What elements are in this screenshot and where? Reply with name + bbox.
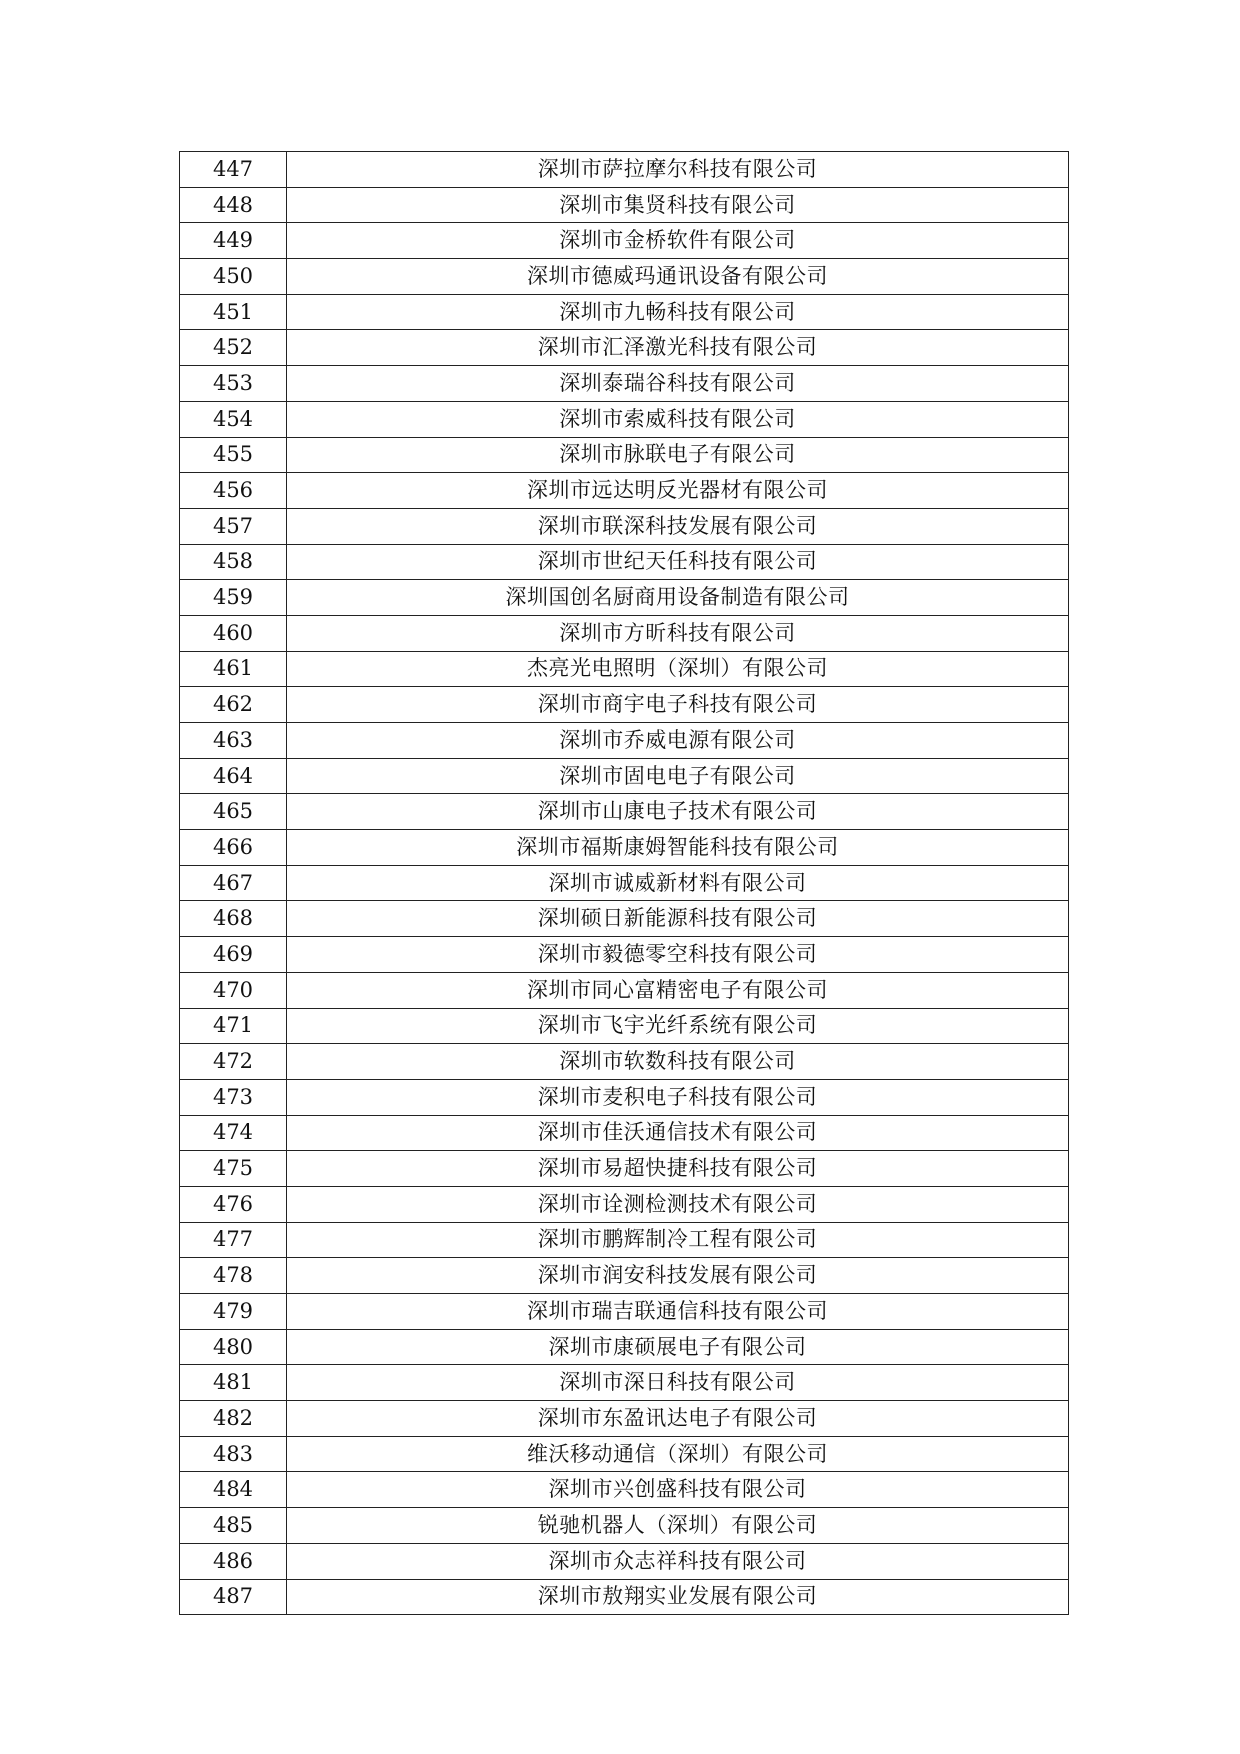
table-row: [180, 972, 1069, 1008]
company-name-cell: 深圳市诚威新材料有限公司: [287, 865, 1069, 901]
table-row: [180, 1472, 1069, 1508]
company-name-cell: 深圳市萨拉摩尔科技有限公司: [287, 152, 1069, 188]
table-row: [180, 473, 1069, 509]
table-row: [180, 723, 1069, 759]
company-name-cell: 深圳市远达明反光器材有限公司: [287, 473, 1069, 509]
table-row: [180, 259, 1069, 295]
company-name-cell: 深圳市山康电子技术有限公司: [287, 794, 1069, 830]
company-name-cell: 深圳市飞宇光纤系统有限公司: [287, 1008, 1069, 1044]
table-row: [180, 223, 1069, 259]
company-name-cell: 深圳市方昕科技有限公司: [287, 615, 1069, 651]
row-number-cell: 485: [180, 1508, 287, 1544]
company-name-cell: 深圳市脉联电子有限公司: [287, 437, 1069, 473]
company-name-cell: 深圳市易超快捷科技有限公司: [287, 1151, 1069, 1187]
company-name-cell: 杰亮光电照明（深圳）有限公司: [287, 651, 1069, 687]
row-number-cell: 470: [180, 972, 287, 1008]
company-name-cell: 深圳市软数科技有限公司: [287, 1044, 1069, 1080]
table-row: [180, 366, 1069, 402]
row-number-cell: 486: [180, 1543, 287, 1579]
row-number-cell: 467: [180, 865, 287, 901]
table-row: [180, 580, 1069, 616]
table-row: [180, 1079, 1069, 1115]
table-row: [180, 1186, 1069, 1222]
company-name-cell: 维沃移动通信（深圳）有限公司: [287, 1436, 1069, 1472]
table-row: [180, 544, 1069, 580]
row-number-cell: 460: [180, 615, 287, 651]
table-row: [180, 1508, 1069, 1544]
table-row: [180, 1008, 1069, 1044]
row-number-cell: 484: [180, 1472, 287, 1508]
row-number-cell: 477: [180, 1222, 287, 1258]
company-name-cell: 深圳市商宇电子科技有限公司: [287, 687, 1069, 723]
company-name-cell: 深圳市康硕展电子有限公司: [287, 1329, 1069, 1365]
row-number-cell: 471: [180, 1008, 287, 1044]
table-row: [180, 330, 1069, 366]
row-number-cell: 457: [180, 508, 287, 544]
table-row: [180, 294, 1069, 330]
row-number-cell: 459: [180, 580, 287, 616]
row-number-cell: 463: [180, 723, 287, 759]
table-row: [180, 1365, 1069, 1401]
row-number-cell: 469: [180, 937, 287, 973]
company-name-cell: 深圳市众志祥科技有限公司: [287, 1543, 1069, 1579]
row-number-cell: 474: [180, 1115, 287, 1151]
table-row: [180, 1115, 1069, 1151]
row-number-cell: 451: [180, 294, 287, 330]
row-number-cell: 481: [180, 1365, 287, 1401]
row-number-cell: 475: [180, 1151, 287, 1187]
row-number-cell: 478: [180, 1258, 287, 1294]
company-name-cell: 深圳市索威科技有限公司: [287, 401, 1069, 437]
table-row: [180, 1222, 1069, 1258]
row-number-cell: 456: [180, 473, 287, 509]
company-list-table: [179, 151, 1069, 1615]
table-row: [180, 758, 1069, 794]
row-number-cell: 483: [180, 1436, 287, 1472]
company-name-cell: 深圳市世纪天任科技有限公司: [287, 544, 1069, 580]
company-name-cell: 深圳市毅德零空科技有限公司: [287, 937, 1069, 973]
table-row: [180, 1151, 1069, 1187]
row-number-cell: 480: [180, 1329, 287, 1365]
table-row: [180, 1258, 1069, 1294]
company-name-cell: 深圳市乔威电源有限公司: [287, 723, 1069, 759]
company-name-cell: 深圳市东盈讯达电子有限公司: [287, 1401, 1069, 1437]
company-name-cell: 深圳市深日科技有限公司: [287, 1365, 1069, 1401]
table-row: [180, 401, 1069, 437]
company-name-cell: 深圳市敖翔实业发展有限公司: [287, 1579, 1069, 1615]
table-row: [180, 651, 1069, 687]
row-number-cell: 473: [180, 1079, 287, 1115]
row-number-cell: 449: [180, 223, 287, 259]
table-row: [180, 1294, 1069, 1330]
table-row: [180, 1436, 1069, 1472]
row-number-cell: 462: [180, 687, 287, 723]
table-row: [180, 794, 1069, 830]
company-name-cell: 深圳市九畅科技有限公司: [287, 294, 1069, 330]
company-name-cell: 深圳硕日新能源科技有限公司: [287, 901, 1069, 937]
company-name-cell: 深圳市金桥软件有限公司: [287, 223, 1069, 259]
row-number-cell: 472: [180, 1044, 287, 1080]
company-name-cell: 深圳市集贤科技有限公司: [287, 187, 1069, 223]
company-name-cell: 深圳泰瑞谷科技有限公司: [287, 366, 1069, 402]
row-number-cell: 479: [180, 1294, 287, 1330]
table-row: [180, 865, 1069, 901]
table-row: [180, 615, 1069, 651]
company-name-cell: 深圳市兴创盛科技有限公司: [287, 1472, 1069, 1508]
company-name-cell: 深圳市联深科技发展有限公司: [287, 508, 1069, 544]
company-name-cell: 深圳市瑞吉联通信科技有限公司: [287, 1294, 1069, 1330]
company-name-cell: 深圳市福斯康姆智能科技有限公司: [287, 830, 1069, 866]
row-number-cell: 454: [180, 401, 287, 437]
table-row: [180, 901, 1069, 937]
table-row: [180, 187, 1069, 223]
company-name-cell: 深圳市固电电子有限公司: [287, 758, 1069, 794]
company-name-cell: 深圳市鹏辉制冷工程有限公司: [287, 1222, 1069, 1258]
row-number-cell: 452: [180, 330, 287, 366]
table-row: [180, 1579, 1069, 1615]
table-row: [180, 508, 1069, 544]
row-number-cell: 464: [180, 758, 287, 794]
company-list-body: [180, 152, 1069, 1615]
company-name-cell: 深圳市佳沃通信技术有限公司: [287, 1115, 1069, 1151]
table-row: [180, 437, 1069, 473]
row-number-cell: 455: [180, 437, 287, 473]
row-number-cell: 487: [180, 1579, 287, 1615]
table-row: [180, 1044, 1069, 1080]
table-row: [180, 1401, 1069, 1437]
company-name-cell: 深圳市德威玛通讯设备有限公司: [287, 259, 1069, 295]
table-row: [180, 1329, 1069, 1365]
table-row: [180, 937, 1069, 973]
company-name-cell: 深圳市麦积电子科技有限公司: [287, 1079, 1069, 1115]
table-row: [180, 687, 1069, 723]
row-number-cell: 447: [180, 152, 287, 188]
company-name-cell: 深圳国创名厨商用设备制造有限公司: [287, 580, 1069, 616]
row-number-cell: 461: [180, 651, 287, 687]
company-name-cell: 锐驰机器人（深圳）有限公司: [287, 1508, 1069, 1544]
row-number-cell: 453: [180, 366, 287, 402]
row-number-cell: 458: [180, 544, 287, 580]
table-row: [180, 152, 1069, 188]
row-number-cell: 468: [180, 901, 287, 937]
row-number-cell: 482: [180, 1401, 287, 1437]
row-number-cell: 448: [180, 187, 287, 223]
company-name-cell: 深圳市诠测检测技术有限公司: [287, 1186, 1069, 1222]
row-number-cell: 466: [180, 830, 287, 866]
company-name-cell: 深圳市润安科技发展有限公司: [287, 1258, 1069, 1294]
table-row: [180, 830, 1069, 866]
company-name-cell: 深圳市汇泽激光科技有限公司: [287, 330, 1069, 366]
row-number-cell: 465: [180, 794, 287, 830]
row-number-cell: 476: [180, 1186, 287, 1222]
company-name-cell: 深圳市同心富精密电子有限公司: [287, 972, 1069, 1008]
row-number-cell: 450: [180, 259, 287, 295]
table-row: [180, 1543, 1069, 1579]
